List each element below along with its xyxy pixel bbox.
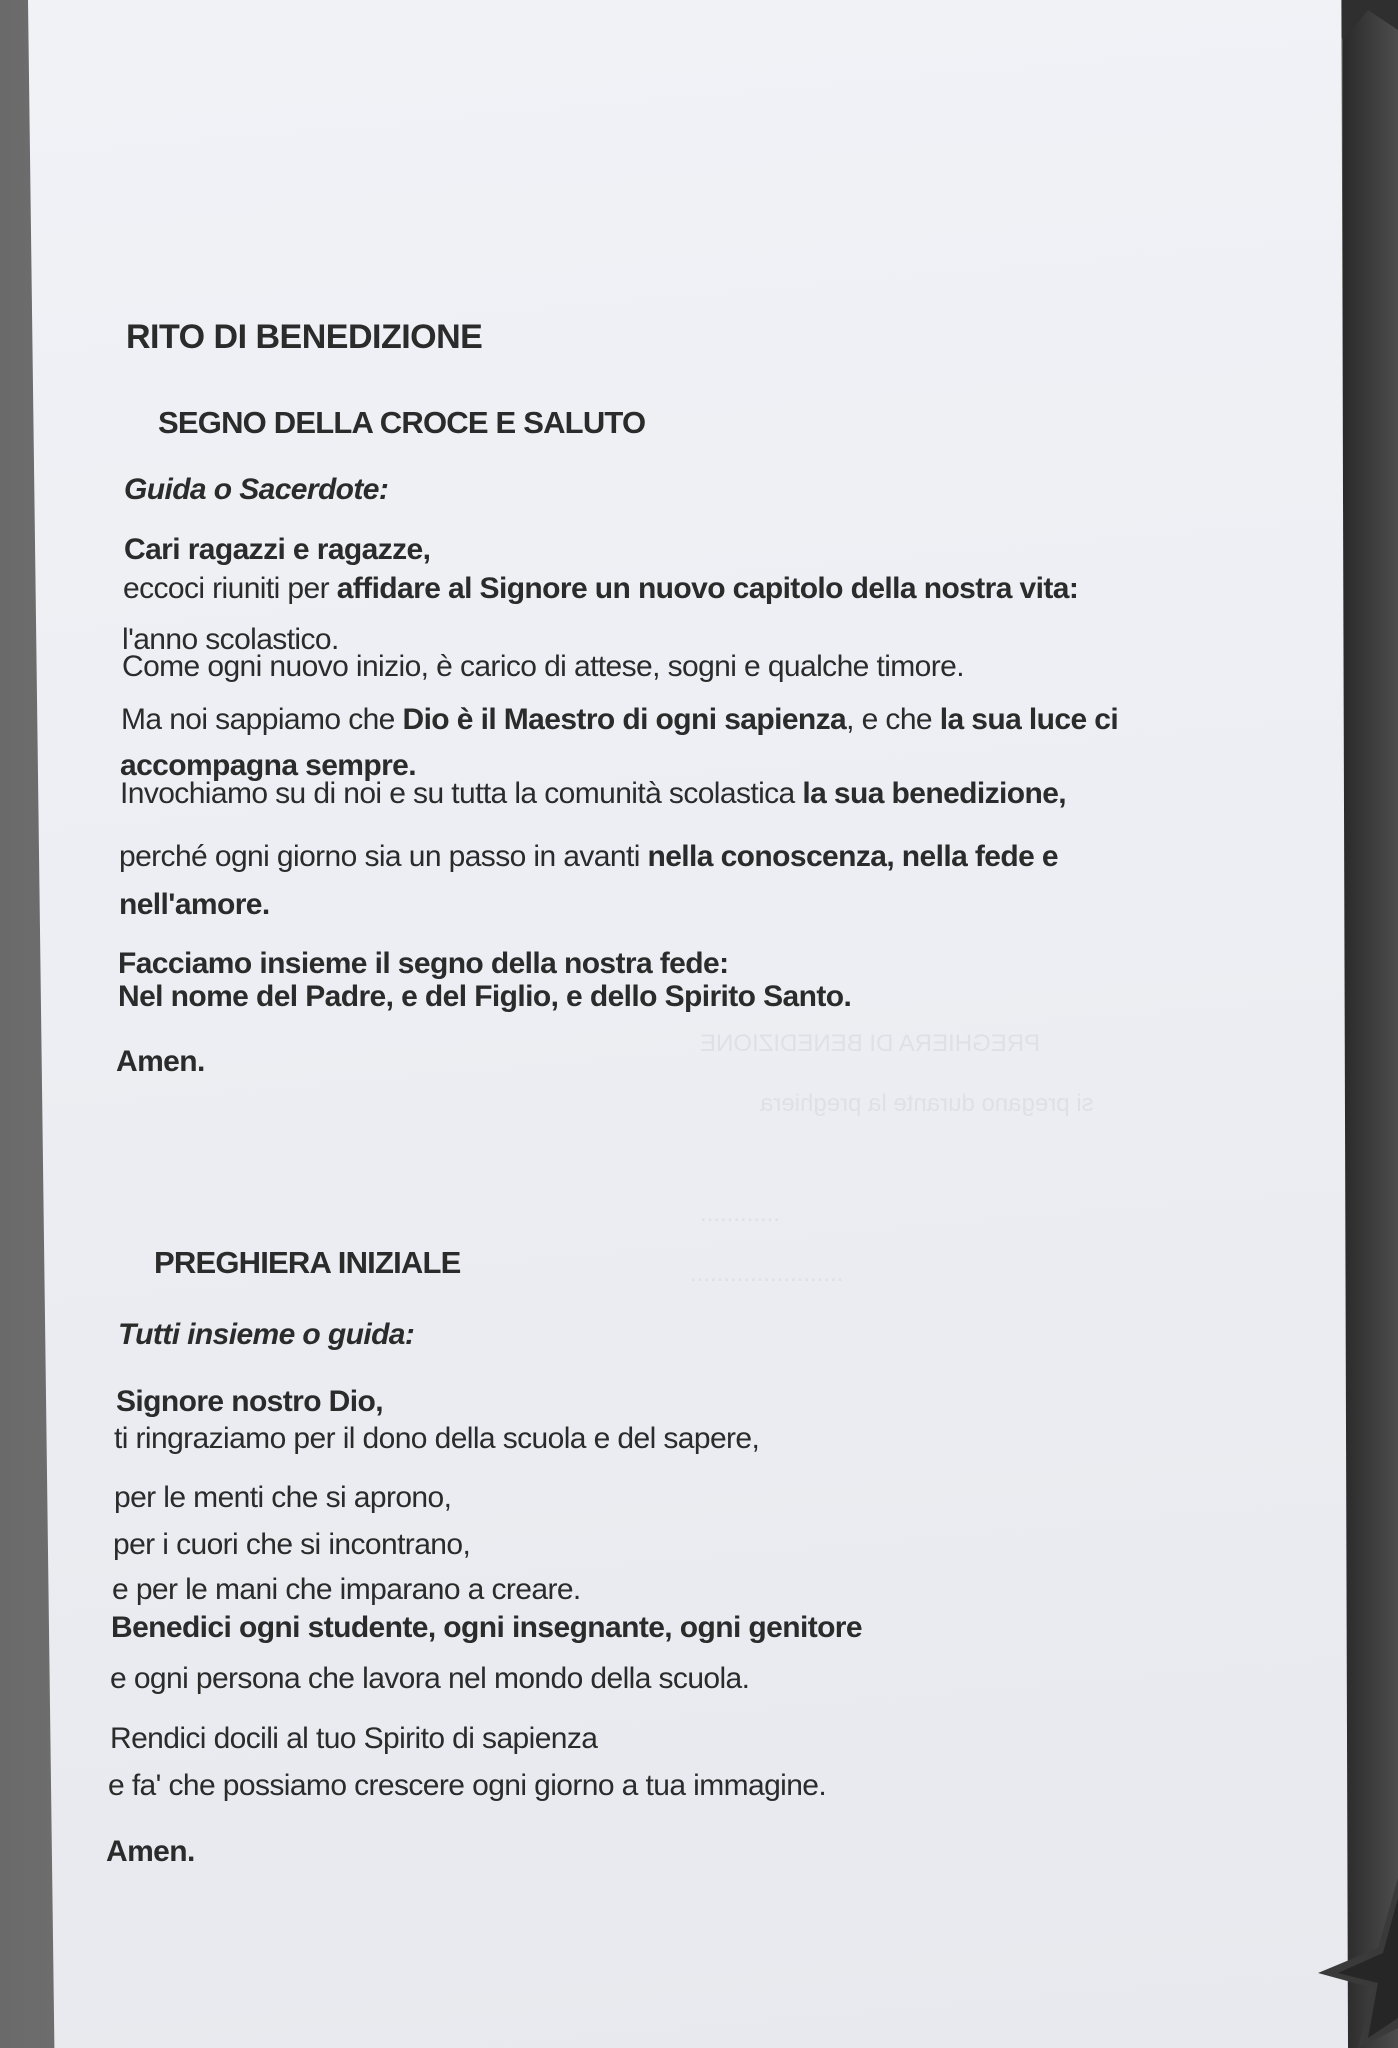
prayer-line: ti ringraziamo per il dono della scuola e del sapere, bbox=[114, 1422, 760, 1455]
invitation-line: Facciamo insieme il segno della nostra fede: bbox=[118, 947, 729, 980]
section-heading-preghiera: PREGHIERA INIZIALE bbox=[154, 1245, 461, 1280]
paragraph-line: Ma noi sappiamo che Dio è il Maestro di ogni sapienza, e che la sua luce ci bbox=[121, 703, 1119, 736]
role-label-tutti: Tutti insieme o guida: bbox=[118, 1318, 415, 1351]
prayer-opening: Signore nostro Dio, bbox=[116, 1385, 383, 1418]
sign-of-cross-line: Nel nome del Padre, e del Figlio, e dello Spirito Santo. bbox=[118, 980, 852, 1013]
prayer-line: per i cuori che si incontrano, bbox=[113, 1528, 471, 1561]
role-label-guida: Guida o Sacerdote: bbox=[124, 473, 389, 506]
paragraph-line: nell'amore. bbox=[119, 888, 270, 921]
bleed-through: si pregano durante la preghiera bbox=[760, 1090, 1094, 1117]
bleed-through: ....................... bbox=[690, 1260, 844, 1287]
prayer-amen: Amen. bbox=[106, 1835, 195, 1868]
prayer-line: Rendici docili al tuo Spirito di sapienza bbox=[110, 1722, 598, 1755]
paragraph-line: l'anno scolastico. bbox=[122, 623, 339, 656]
prayer-line: e fa' che possiamo crescere ogni giorno a tua immagine. bbox=[108, 1769, 827, 1802]
paragraph-line: accompagna sempre. bbox=[120, 749, 416, 782]
amen-line: Amen. bbox=[116, 1045, 205, 1078]
prayer-line: Benedici ogni studente, ogni insegnante, ogni genitore bbox=[111, 1611, 862, 1644]
paragraph-line: Come ogni nuovo inizio, è carico di attese, sogni e qualche timore. bbox=[122, 650, 964, 683]
prayer-line: per le menti che si aprono, bbox=[114, 1481, 452, 1514]
section-heading-segno: SEGNO DELLA CROCE E SALUTO bbox=[158, 405, 646, 440]
paragraph-line: perché ogni giorno sia un passo in avanti nella conoscenza, nella fede e bbox=[119, 840, 1058, 873]
page-title: RITO DI BENEDIZIONE bbox=[126, 318, 483, 356]
paragraph-line: Invochiamo su di noi e su tutta la comunità scolastica la sua benedizione, bbox=[120, 777, 1067, 810]
paragraph-line: eccoci riuniti per affidare al Signore un nuovo capitolo della nostra vita: bbox=[123, 572, 1079, 605]
prayer-line: e ogni persona che lavora nel mondo della scuola. bbox=[110, 1662, 750, 1695]
bleed-through: ............ bbox=[700, 1200, 781, 1227]
salutation: Cari ragazzi e ragazze, bbox=[124, 533, 431, 566]
bleed-through: PREGHIERA DI BENEDIZIONE bbox=[700, 1030, 1041, 1057]
prayer-line: e per le mani che imparano a creare. bbox=[112, 1573, 581, 1606]
